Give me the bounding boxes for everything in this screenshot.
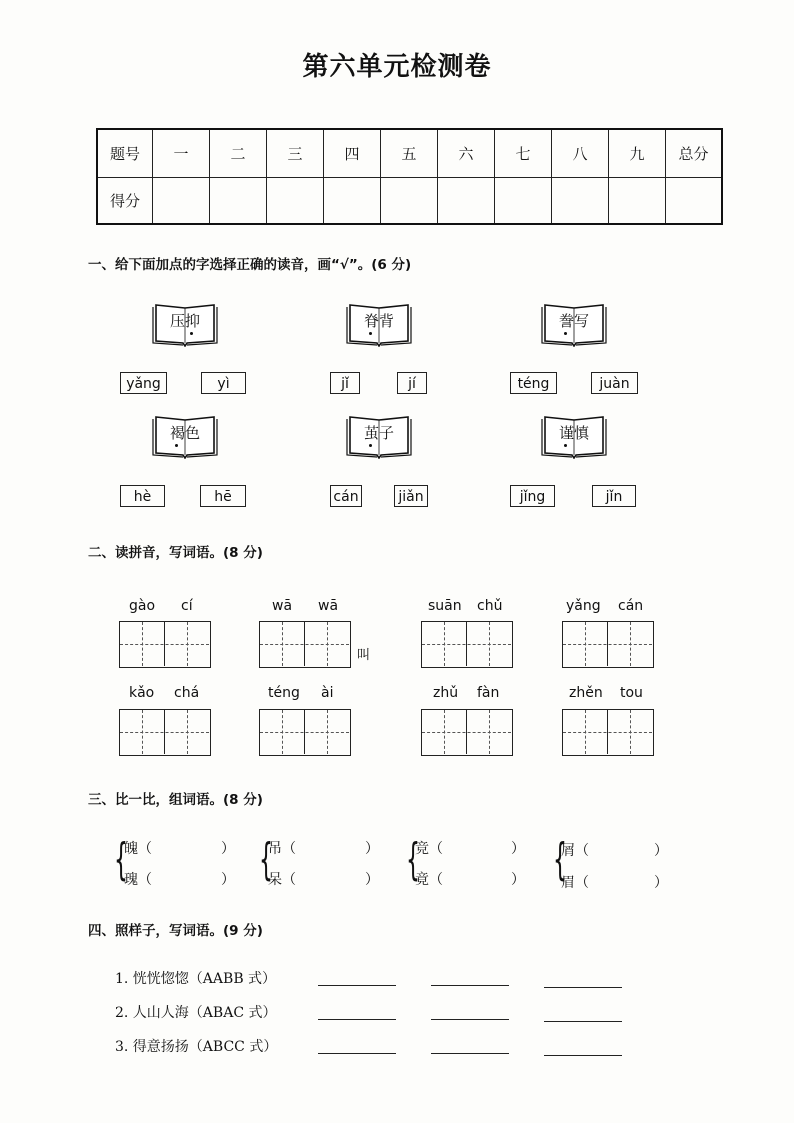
score-header-cell: 题号 (97, 129, 153, 178)
brace-glyph: { (553, 834, 567, 885)
score-header-cell: 九 (609, 129, 666, 178)
section-1-heading: 一、给下面加点的字选择正确的读音，画“√”。(6 分) (88, 257, 412, 273)
writing-grid[interactable] (119, 621, 211, 668)
emphasis-dot (190, 332, 193, 335)
compare-char: 竟（ (415, 872, 443, 888)
writing-grid[interactable] (562, 621, 654, 668)
compare-char: 竞（ (415, 841, 443, 857)
pinyin-option[interactable]: juàn (591, 372, 638, 394)
emphasis-dot (369, 444, 372, 447)
book-word-card (152, 413, 218, 455)
compare-char: 眉（ (561, 875, 589, 891)
writing-grid[interactable] (421, 709, 513, 756)
brace-glyph: { (114, 834, 128, 885)
pinyin-label: wā (272, 598, 293, 614)
pinyin-label: yǎng (566, 598, 601, 614)
emphasis-dot (564, 444, 567, 447)
answer-blank[interactable] (431, 1019, 509, 1020)
writing-grid[interactable] (421, 621, 513, 668)
pinyin-label: cán (618, 598, 644, 614)
pinyin-option[interactable]: hē (200, 485, 246, 507)
answer-blank[interactable] (318, 1053, 396, 1054)
score-input-cell[interactable] (495, 178, 552, 225)
compare-close: ） (654, 843, 668, 859)
book-word: 谨慎 (558, 424, 589, 442)
pinyin-label: suān (428, 598, 462, 614)
book-word: 压抑 (169, 312, 200, 330)
pinyin-option[interactable]: yǎng (120, 372, 167, 394)
answer-blank[interactable] (544, 1055, 622, 1056)
compare-close: ） (511, 872, 525, 888)
answer-blank[interactable] (318, 1019, 396, 1020)
writing-grid[interactable] (119, 709, 211, 756)
score-input-cell[interactable] (267, 178, 324, 225)
pinyin-label: zhěn (569, 685, 603, 701)
compare-close: ） (365, 872, 379, 888)
book-word-card (541, 301, 607, 343)
pinyin-label: téng (268, 685, 300, 701)
pinyin-label: fàn (477, 685, 500, 701)
score-header-cell: 总分 (666, 129, 723, 178)
pinyin-option[interactable]: téng (510, 372, 557, 394)
score-input-cell[interactable] (552, 178, 609, 225)
pinyin-label: ài (321, 685, 334, 701)
section-2-heading: 二、读拼音，写词语。(8 分) (88, 545, 263, 561)
section-3-heading: 三、比一比，组词语。(8 分) (88, 792, 263, 808)
score-input-cell[interactable] (438, 178, 495, 225)
pattern-item: 1. 恍恍惚惚（AABB 式） (115, 971, 277, 987)
pinyin-label: tou (620, 685, 643, 701)
score-header-cell: 一 (153, 129, 210, 178)
answer-blank[interactable] (431, 1053, 509, 1054)
pinyin-option[interactable]: jǐng (510, 485, 555, 507)
compare-close: ） (365, 841, 379, 857)
score-input-cell[interactable] (666, 178, 723, 225)
compare-char: 瑰（ (124, 872, 152, 888)
score-input-cell[interactable] (324, 178, 381, 225)
pattern-item: 3. 得意扬扬（ABCC 式） (115, 1039, 278, 1055)
book-word-card (346, 413, 412, 455)
grid-suffix-char: 叫 (357, 648, 371, 663)
book-word-card (346, 301, 412, 343)
pinyin-option[interactable]: jí (397, 372, 427, 394)
score-input-cell[interactable] (153, 178, 210, 225)
pinyin-option[interactable]: hè (120, 485, 165, 507)
pinyin-label: chǔ (477, 598, 503, 614)
book-word-card (152, 301, 218, 343)
score-input-cell[interactable] (381, 178, 438, 225)
pinyin-label: wā (318, 598, 339, 614)
pinyin-label: kǎo (129, 685, 155, 701)
compare-close: ） (221, 872, 235, 888)
page-title: 第六单元检测卷 (302, 52, 492, 82)
brace-glyph: { (406, 834, 420, 885)
section-4-heading: 四、照样子，写词语。(9 分) (88, 923, 263, 939)
pinyin-label: cí (181, 598, 193, 614)
score-input-cell[interactable] (609, 178, 666, 225)
compare-char: 吊（ (268, 841, 296, 857)
answer-blank[interactable] (431, 985, 509, 986)
pinyin-option[interactable]: jǐ (330, 372, 360, 394)
score-header-cell: 八 (552, 129, 609, 178)
writing-grid[interactable] (259, 621, 351, 668)
answer-blank[interactable] (544, 987, 622, 988)
book-word-card (541, 413, 607, 455)
pinyin-option[interactable]: jǐn (592, 485, 636, 507)
brace-glyph: { (259, 834, 273, 885)
score-input-cell[interactable] (210, 178, 267, 225)
score-header-cell: 四 (324, 129, 381, 178)
emphasis-dot (175, 444, 178, 447)
score-header-cell: 五 (381, 129, 438, 178)
score-header-cell: 三 (267, 129, 324, 178)
compare-char: 魄（ (124, 841, 152, 857)
pinyin-option[interactable]: jiǎn (394, 485, 428, 507)
answer-blank[interactable] (318, 985, 396, 986)
pinyin-option[interactable]: yì (201, 372, 246, 394)
score-header-cell: 六 (438, 129, 495, 178)
compare-char: 呆（ (268, 872, 296, 888)
compare-close: ） (654, 875, 668, 891)
compare-close: ） (221, 841, 235, 857)
score-row-label: 得分 (97, 178, 153, 225)
score-header-cell: 二 (210, 129, 267, 178)
emphasis-dot (369, 332, 372, 335)
pinyin-label: zhǔ (433, 685, 459, 701)
writing-grid[interactable] (259, 709, 351, 756)
book-word: 褐色 (169, 424, 200, 442)
score-table (96, 128, 723, 225)
emphasis-dot (564, 332, 567, 335)
book-word: 茧子 (363, 424, 394, 442)
book-word: 脊背 (363, 312, 394, 330)
compare-char: 屑（ (561, 843, 589, 859)
score-header-cell: 七 (495, 129, 552, 178)
compare-close: ） (511, 841, 525, 857)
pinyin-label: gào (129, 598, 156, 614)
writing-grid[interactable] (562, 709, 654, 756)
pattern-item: 2. 人山人海（ABAC 式） (115, 1005, 277, 1021)
pinyin-option[interactable]: cán (330, 485, 362, 507)
pinyin-label: chá (174, 685, 200, 701)
book-word: 誊写 (558, 312, 589, 330)
answer-blank[interactable] (544, 1021, 622, 1022)
